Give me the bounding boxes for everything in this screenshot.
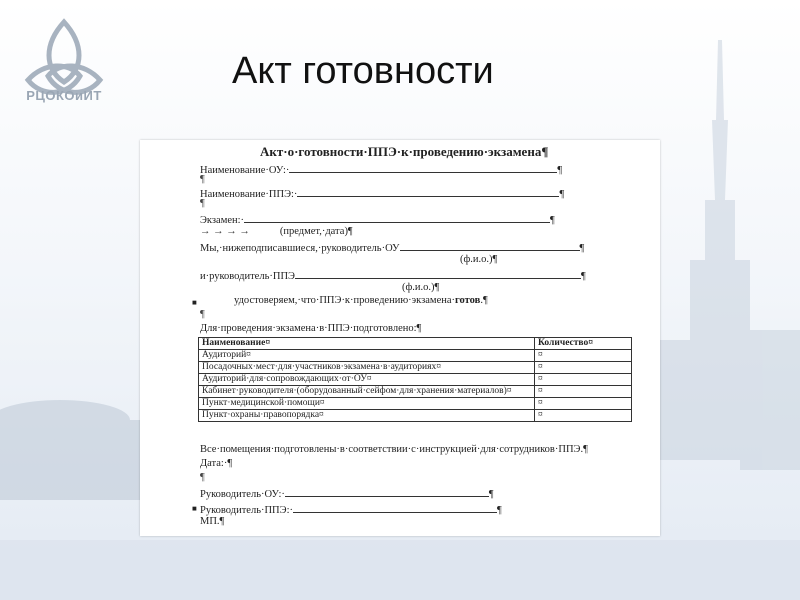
prepared-line: Для·проведения·экзамена·в·ППЭ·подготовлено:¶	[200, 323, 422, 334]
pilcrow: ¶	[200, 198, 205, 209]
all-rooms-line: Все·помещения·подготовлены·в·соответствии·с·инструкцией·для·сотрудников·ППЭ.¶	[200, 444, 588, 455]
certify-line: удостоверяем,·что·ППЭ·к·проведению·экзамена·готов.¶	[234, 295, 488, 306]
pilcrow: ¶	[200, 472, 205, 483]
document-heading: Акт·о·готовности·ППЭ·к·проведению·экзамена¶	[260, 144, 549, 159]
exam-line: Экзамен:· ¶	[200, 212, 555, 226]
table-header-row	[199, 338, 632, 350]
table-row: Пункт·медицинской·помощи¤ ¤	[199, 398, 632, 410]
table-row: Аудиторий·для·сопровождающих·от·ОУ¤ ¤	[199, 374, 632, 386]
date-line: Дата:·¶	[200, 458, 233, 469]
ppe-line: Наименование·ППЭ:· ¶	[200, 186, 564, 200]
mp-line: МП.¶	[200, 516, 225, 527]
table-row: Аудиторий¤ ¤	[199, 350, 632, 362]
bullet-dot: ■	[192, 504, 197, 513]
table-row: Кабинет·руководителя·(оборудованный·сейфом·для·хранения·материалов)¤ ¤	[199, 386, 632, 398]
ou-line: Наименование·ОУ:· ¶	[200, 162, 562, 176]
head-ou-line: Руководитель·ОУ:· ¶	[200, 486, 494, 500]
slide-title: Акт готовности	[232, 50, 494, 92]
exam-hint-line: → → → → (предмет,·дата)¶	[200, 226, 353, 237]
pilcrow: ¶	[200, 174, 205, 185]
document-scan	[140, 140, 660, 536]
and-line: и·руководитель·ППЭ ¶	[200, 268, 586, 282]
table-row: Пункт·охраны·правопорядка¤ ¤	[199, 410, 632, 422]
bullet-dot: ■	[192, 298, 197, 307]
logo-caption: РЦОКОиИТ	[26, 88, 102, 103]
fio-hint-1: (ф.и.о.)¶	[460, 254, 498, 265]
fio-hint-2: (ф.и.о.)¶	[402, 282, 440, 293]
we-line: Мы,·нижеподписавшиеся,·руководитель·ОУ ¶	[200, 240, 584, 254]
col-qty-header: Количество¤	[535, 338, 632, 350]
head-ppe-line: Руководитель·ППЭ:· ¶	[200, 502, 502, 516]
prepared-table	[198, 337, 632, 422]
col-name-header: Наименование¤	[199, 338, 535, 350]
pilcrow: ¶	[200, 309, 205, 320]
table-row: Посадочных·мест·для·участников·экзамена·в·аудиториях¤ ¤	[199, 362, 632, 374]
